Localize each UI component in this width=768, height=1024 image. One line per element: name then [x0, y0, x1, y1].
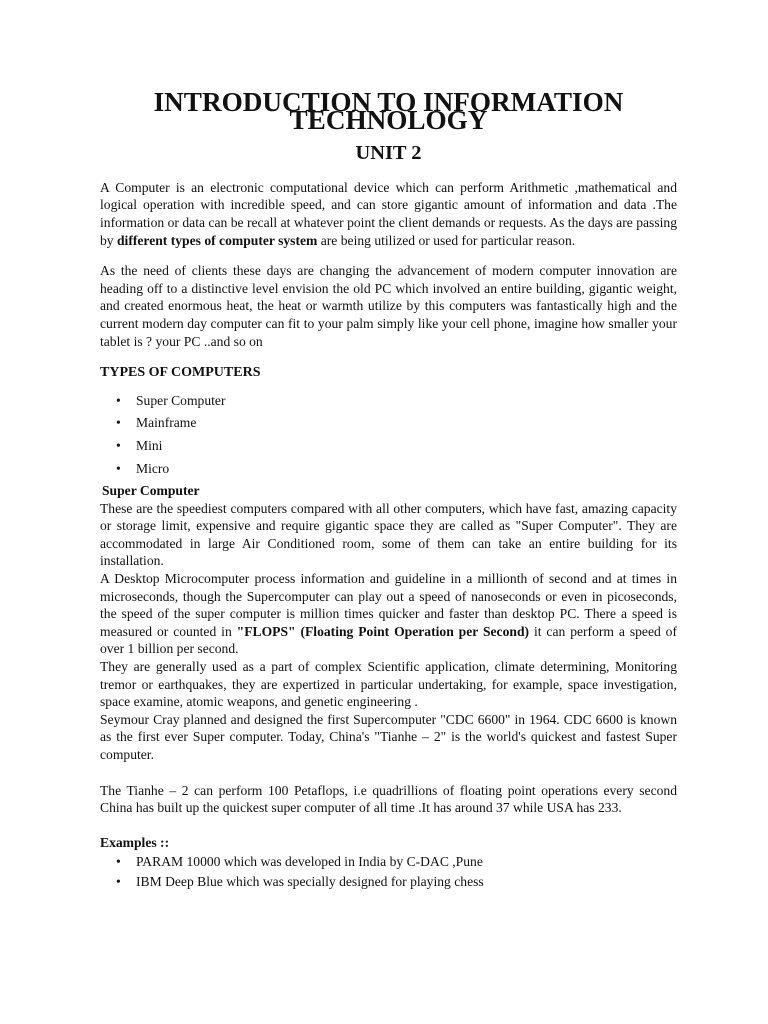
intro-bold-phrase: different types of computer system — [117, 232, 318, 248]
types-list — [100, 392, 677, 477]
super-paragraph-5: The Tianhe – 2 can perform 100 Petaflops, i.e quadrillions of floating point operations every second China has built up the quickest super computer of all time .It has around 37 while USA has 233. — [100, 782, 677, 816]
list-item: • IBM Deep Blue which was specially designed for playing chess — [100, 873, 677, 891]
intro-text-part1: A Computer is an electronic computational device which can perform Arithmetic ,mathematical and logical operation with incredible speed, and can store gigantic amount of information and data .The information or data can be recall at whatever point the client demands or requests. As the days are passing by — [100, 179, 677, 248]
super-paragraph-1: These are the speediest computers compared with all other computers, which have fast, amazing capacity or storage limit, expensive and require gigantic space they are called as "Super Computer". They are accommodated in large Air Conditioned room, some of them can take an entire building for its installation. — [100, 500, 677, 569]
list-item: • Mini — [100, 437, 677, 455]
super-paragraph-2 — [100, 570, 677, 658]
paragraph-spacer — [100, 764, 677, 782]
super-computer-heading: Super Computer — [102, 483, 200, 499]
super-paragraph-4: Seymour Cray planned and designed the first Supercomputer "CDC 6600" in 1964. CDC 6600 is known as the first ever Super computer. Today, China's "Tianhe – 2" is the world's quickest and fastest Super computer. — [100, 711, 677, 762]
flops-text-part2: it can perform a speed of over 1 billion per second. — [100, 623, 678, 657]
document-title: INTRODUCTION TO INFORMATION TECHNOLOGY — [153, 87, 624, 135]
flops-text-part1: A Desktop Microcomputer process information and guideline in a millionth of second and at times in microseconds, though the Supercomputer can play out a speed of nanoseconds or even in picoseconds, the speed of the super computer is million times quicker and faster than desktop PC. There a speed is measured or counted in — [100, 571, 677, 639]
examples-list — [100, 853, 677, 890]
list-item: • Micro — [100, 460, 677, 478]
document-body — [100, 87, 678, 893]
intro-text-part2: are being utilized or used for particular reason. — [317, 232, 576, 248]
unit-heading: UNIT 2 — [355, 142, 422, 165]
types-heading: TYPES OF COMPUTERS — [100, 365, 261, 381]
list-item: • Super Computer — [100, 392, 677, 410]
flops-bold-phrase: "FLOPS" (Floating Point Operation per Second) — [236, 623, 530, 639]
list-item: • PARAM 10000 which was developed in India by C-DAC ,Pune — [100, 853, 677, 871]
intro-paragraph — [100, 179, 677, 249]
super-paragraph-3: They are generally used as a part of complex Scientific application, climate determining, Monitoring tremor or earthquakes, they are expertized in particular undertaking, for example, space investigation, space examine, atomic weapons, and genetic engineering . — [100, 659, 677, 710]
evolution-paragraph: As the need of clients these days are changing the advancement of modern computer innovation are heading off to a distinctive level envision the old PC which involved an entire building, gigantic weight, and created enormous heat, the heat or warmth utilize by this computers was fantastically high and the current modern day computer can fit to your palm simply like your cell phone, imagine how smaller your tablet is ? your PC ..and so on — [100, 263, 677, 349]
list-item: • Mainframe — [100, 414, 677, 432]
examples-heading: Examples :: — [100, 834, 170, 850]
